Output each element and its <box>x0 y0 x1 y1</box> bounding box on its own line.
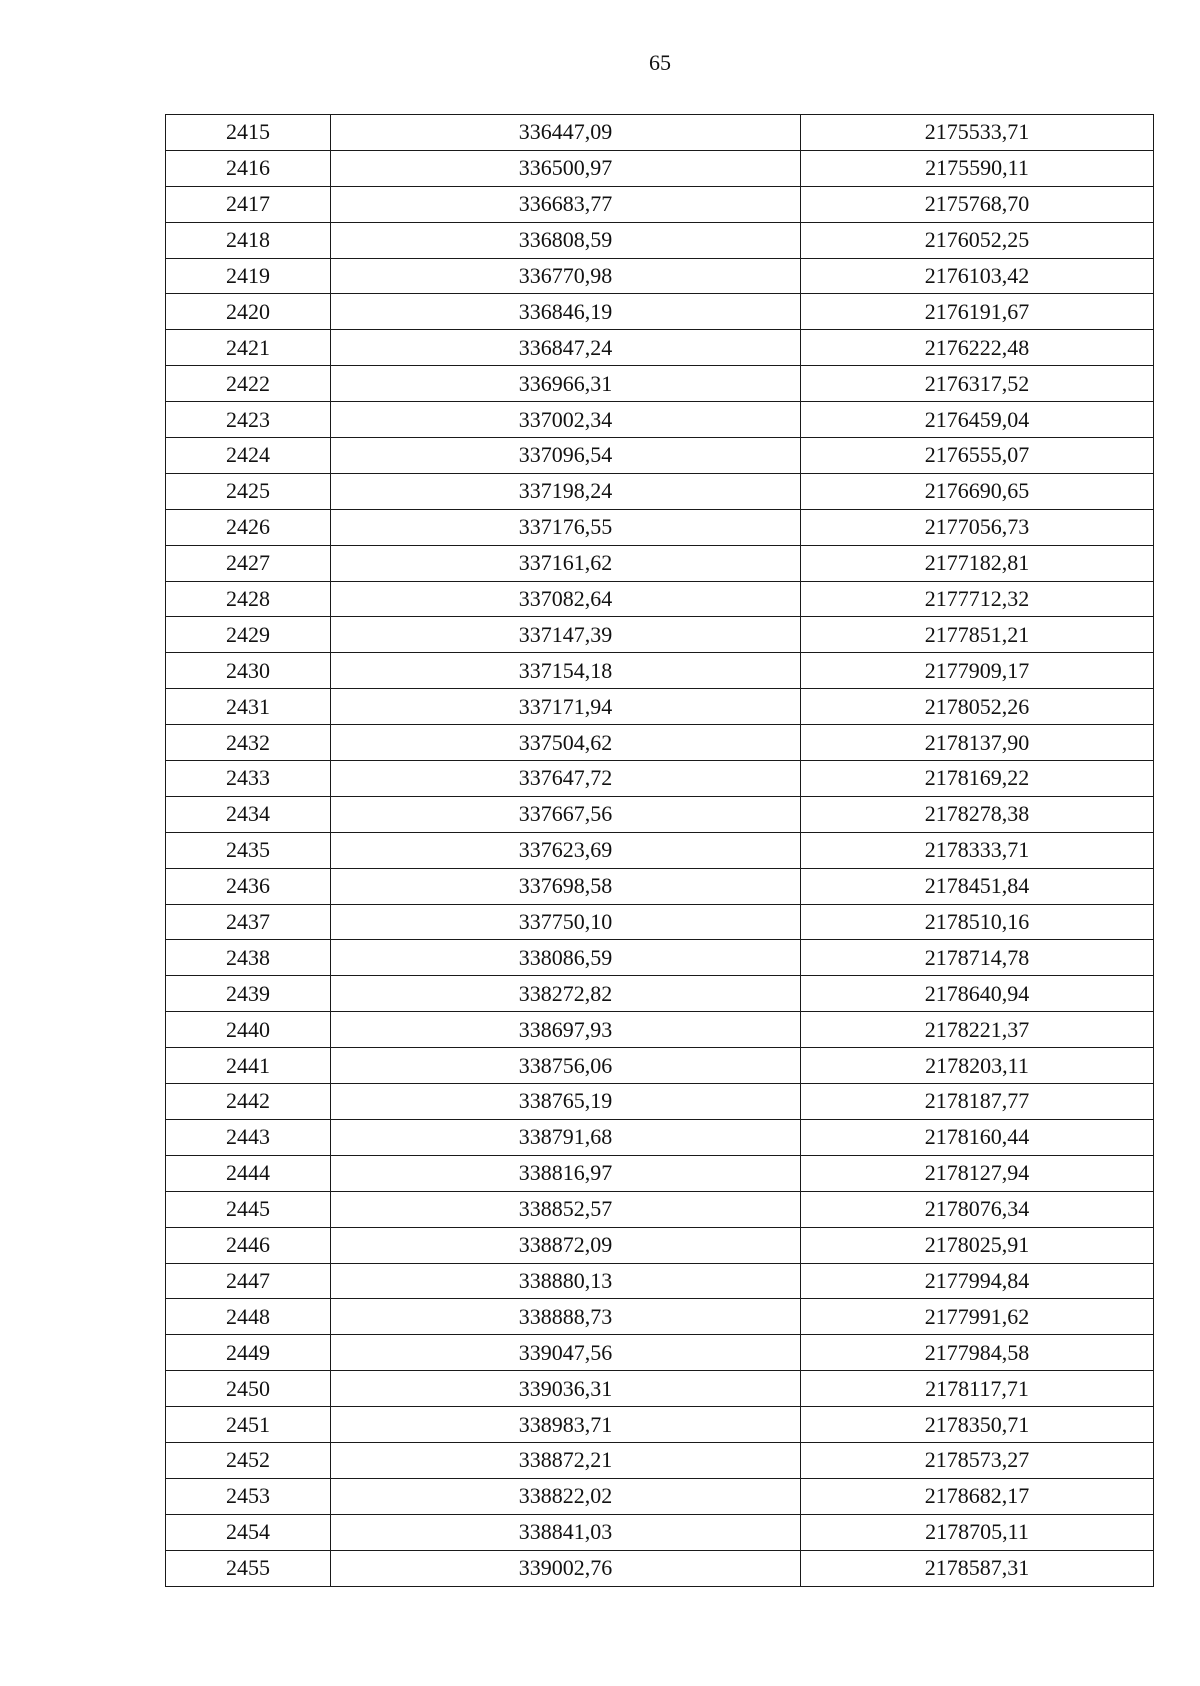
point-number-cell: 2440 <box>166 1012 331 1048</box>
x-coordinate-cell: 338822,02 <box>331 1478 801 1514</box>
point-number-cell: 2449 <box>166 1335 331 1371</box>
x-coordinate-cell: 338756,06 <box>331 1048 801 1084</box>
y-coordinate-cell: 2178587,31 <box>801 1550 1154 1586</box>
table-row <box>166 653 1154 689</box>
x-coordinate-cell: 339047,56 <box>331 1335 801 1371</box>
table-row <box>166 402 1154 438</box>
table-row <box>166 761 1154 797</box>
y-coordinate-cell: 2176555,07 <box>801 438 1154 474</box>
page-number: 65 <box>649 50 671 75</box>
x-coordinate-cell: 337198,24 <box>331 473 801 509</box>
point-number-cell: 2455 <box>166 1550 331 1586</box>
table-row <box>166 940 1154 976</box>
x-coordinate-cell: 337647,72 <box>331 761 801 797</box>
table-row <box>166 1407 1154 1443</box>
table-row <box>166 796 1154 832</box>
point-number-cell: 2424 <box>166 438 331 474</box>
point-number-cell: 2450 <box>166 1371 331 1407</box>
table-row <box>166 115 1154 151</box>
x-coordinate-cell: 336683,77 <box>331 186 801 222</box>
y-coordinate-cell: 2178221,37 <box>801 1012 1154 1048</box>
y-coordinate-cell: 2176222,48 <box>801 330 1154 366</box>
table-row <box>166 689 1154 725</box>
x-coordinate-cell: 337176,55 <box>331 509 801 545</box>
point-number-cell: 2436 <box>166 868 331 904</box>
point-number-cell: 2428 <box>166 581 331 617</box>
point-number-cell: 2430 <box>166 653 331 689</box>
x-coordinate-cell: 337096,54 <box>331 438 801 474</box>
x-coordinate-cell: 336500,97 <box>331 150 801 186</box>
point-number-cell: 2439 <box>166 976 331 1012</box>
point-number-cell: 2426 <box>166 509 331 545</box>
table-row <box>166 1263 1154 1299</box>
x-coordinate-cell: 338816,97 <box>331 1155 801 1191</box>
table-row <box>166 330 1154 366</box>
y-coordinate-cell: 2176690,65 <box>801 473 1154 509</box>
table-row <box>166 186 1154 222</box>
x-coordinate-cell: 339002,76 <box>331 1550 801 1586</box>
y-coordinate-cell: 2176103,42 <box>801 258 1154 294</box>
y-coordinate-cell: 2177984,58 <box>801 1335 1154 1371</box>
table-row <box>166 725 1154 761</box>
x-coordinate-cell: 338852,57 <box>331 1191 801 1227</box>
x-coordinate-cell: 337667,56 <box>331 796 801 832</box>
y-coordinate-cell: 2177712,32 <box>801 581 1154 617</box>
y-coordinate-cell: 2178510,16 <box>801 904 1154 940</box>
table-row <box>166 509 1154 545</box>
table-row <box>166 904 1154 940</box>
table-row <box>166 617 1154 653</box>
point-number-cell: 2443 <box>166 1119 331 1155</box>
point-number-cell: 2418 <box>166 222 331 258</box>
y-coordinate-cell: 2175590,11 <box>801 150 1154 186</box>
x-coordinate-cell: 336847,24 <box>331 330 801 366</box>
point-number-cell: 2425 <box>166 473 331 509</box>
x-coordinate-cell: 337698,58 <box>331 868 801 904</box>
point-number-cell: 2437 <box>166 904 331 940</box>
table-row <box>166 868 1154 904</box>
y-coordinate-cell: 2177991,62 <box>801 1299 1154 1335</box>
x-coordinate-cell: 338086,59 <box>331 940 801 976</box>
x-coordinate-cell: 337002,34 <box>331 402 801 438</box>
table-row <box>166 1119 1154 1155</box>
table-row <box>166 1227 1154 1263</box>
point-number-cell: 2447 <box>166 1263 331 1299</box>
point-number-cell: 2438 <box>166 940 331 976</box>
y-coordinate-cell: 2178127,94 <box>801 1155 1154 1191</box>
x-coordinate-cell: 337171,94 <box>331 689 801 725</box>
y-coordinate-cell: 2178573,27 <box>801 1442 1154 1478</box>
point-number-cell: 2454 <box>166 1514 331 1550</box>
table-row <box>166 1335 1154 1371</box>
x-coordinate-cell: 338872,21 <box>331 1442 801 1478</box>
x-coordinate-cell: 337161,62 <box>331 545 801 581</box>
point-number-cell: 2435 <box>166 832 331 868</box>
table-row <box>166 258 1154 294</box>
y-coordinate-cell: 2178278,38 <box>801 796 1154 832</box>
table-row <box>166 1084 1154 1120</box>
y-coordinate-cell: 2178025,91 <box>801 1227 1154 1263</box>
point-number-cell: 2441 <box>166 1048 331 1084</box>
table-row <box>166 1371 1154 1407</box>
x-coordinate-cell: 337623,69 <box>331 832 801 868</box>
table-row <box>166 1155 1154 1191</box>
point-number-cell: 2445 <box>166 1191 331 1227</box>
y-coordinate-cell: 2178350,71 <box>801 1407 1154 1443</box>
x-coordinate-cell: 336447,09 <box>331 115 801 151</box>
point-number-cell: 2433 <box>166 761 331 797</box>
x-coordinate-cell: 338765,19 <box>331 1084 801 1120</box>
table-row <box>166 976 1154 1012</box>
x-coordinate-cell: 337082,64 <box>331 581 801 617</box>
table-row <box>166 1048 1154 1084</box>
table-row <box>166 366 1154 402</box>
y-coordinate-cell: 2176317,52 <box>801 366 1154 402</box>
y-coordinate-cell: 2175533,71 <box>801 115 1154 151</box>
point-number-cell: 2442 <box>166 1084 331 1120</box>
y-coordinate-cell: 2178640,94 <box>801 976 1154 1012</box>
x-coordinate-cell: 337147,39 <box>331 617 801 653</box>
point-number-cell: 2422 <box>166 366 331 402</box>
table-row <box>166 1514 1154 1550</box>
point-number-cell: 2421 <box>166 330 331 366</box>
table-row <box>166 438 1154 474</box>
table-row <box>166 1191 1154 1227</box>
x-coordinate-cell: 338272,82 <box>331 976 801 1012</box>
point-number-cell: 2429 <box>166 617 331 653</box>
table-row <box>166 1012 1154 1048</box>
y-coordinate-cell: 2176191,67 <box>801 294 1154 330</box>
table-row <box>166 581 1154 617</box>
y-coordinate-cell: 2178137,90 <box>801 725 1154 761</box>
y-coordinate-cell: 2178052,26 <box>801 689 1154 725</box>
point-number-cell: 2415 <box>166 115 331 151</box>
table-row <box>166 473 1154 509</box>
x-coordinate-cell: 336770,98 <box>331 258 801 294</box>
x-coordinate-cell: 338983,71 <box>331 1407 801 1443</box>
x-coordinate-cell: 338872,09 <box>331 1227 801 1263</box>
coordinates-table-body <box>166 115 1154 1587</box>
y-coordinate-cell: 2176459,04 <box>801 402 1154 438</box>
point-number-cell: 2452 <box>166 1442 331 1478</box>
y-coordinate-cell: 2177994,84 <box>801 1263 1154 1299</box>
point-number-cell: 2417 <box>166 186 331 222</box>
y-coordinate-cell: 2178117,71 <box>801 1371 1154 1407</box>
table-row <box>166 294 1154 330</box>
y-coordinate-cell: 2178682,17 <box>801 1478 1154 1514</box>
point-number-cell: 2416 <box>166 150 331 186</box>
y-coordinate-cell: 2177182,81 <box>801 545 1154 581</box>
x-coordinate-cell: 337504,62 <box>331 725 801 761</box>
y-coordinate-cell: 2178203,11 <box>801 1048 1154 1084</box>
point-number-cell: 2420 <box>166 294 331 330</box>
coordinates-table <box>165 114 1154 1587</box>
x-coordinate-cell: 336966,31 <box>331 366 801 402</box>
y-coordinate-cell: 2176052,25 <box>801 222 1154 258</box>
y-coordinate-cell: 2177056,73 <box>801 509 1154 545</box>
x-coordinate-cell: 337154,18 <box>331 653 801 689</box>
table-row <box>166 1442 1154 1478</box>
y-coordinate-cell: 2175768,70 <box>801 186 1154 222</box>
point-number-cell: 2419 <box>166 258 331 294</box>
y-coordinate-cell: 2178076,34 <box>801 1191 1154 1227</box>
point-number-cell: 2451 <box>166 1407 331 1443</box>
x-coordinate-cell: 336808,59 <box>331 222 801 258</box>
x-coordinate-cell: 338880,13 <box>331 1263 801 1299</box>
y-coordinate-cell: 2178714,78 <box>801 940 1154 976</box>
point-number-cell: 2446 <box>166 1227 331 1263</box>
table-row <box>166 1478 1154 1514</box>
x-coordinate-cell: 338888,73 <box>331 1299 801 1335</box>
x-coordinate-cell: 338791,68 <box>331 1119 801 1155</box>
point-number-cell: 2427 <box>166 545 331 581</box>
point-number-cell: 2444 <box>166 1155 331 1191</box>
table-row <box>166 222 1154 258</box>
table-row <box>166 832 1154 868</box>
table-row <box>166 1550 1154 1586</box>
table-row <box>166 545 1154 581</box>
y-coordinate-cell: 2178451,84 <box>801 868 1154 904</box>
y-coordinate-cell: 2177909,17 <box>801 653 1154 689</box>
y-coordinate-cell: 2177851,21 <box>801 617 1154 653</box>
point-number-cell: 2423 <box>166 402 331 438</box>
table-row <box>166 150 1154 186</box>
x-coordinate-cell: 336846,19 <box>331 294 801 330</box>
y-coordinate-cell: 2178187,77 <box>801 1084 1154 1120</box>
y-coordinate-cell: 2178705,11 <box>801 1514 1154 1550</box>
point-number-cell: 2453 <box>166 1478 331 1514</box>
point-number-cell: 2434 <box>166 796 331 832</box>
y-coordinate-cell: 2178169,22 <box>801 761 1154 797</box>
x-coordinate-cell: 337750,10 <box>331 904 801 940</box>
table-row <box>166 1299 1154 1335</box>
x-coordinate-cell: 338841,03 <box>331 1514 801 1550</box>
x-coordinate-cell: 338697,93 <box>331 1012 801 1048</box>
point-number-cell: 2448 <box>166 1299 331 1335</box>
point-number-cell: 2432 <box>166 725 331 761</box>
y-coordinate-cell: 2178160,44 <box>801 1119 1154 1155</box>
point-number-cell: 2431 <box>166 689 331 725</box>
x-coordinate-cell: 339036,31 <box>331 1371 801 1407</box>
y-coordinate-cell: 2178333,71 <box>801 832 1154 868</box>
